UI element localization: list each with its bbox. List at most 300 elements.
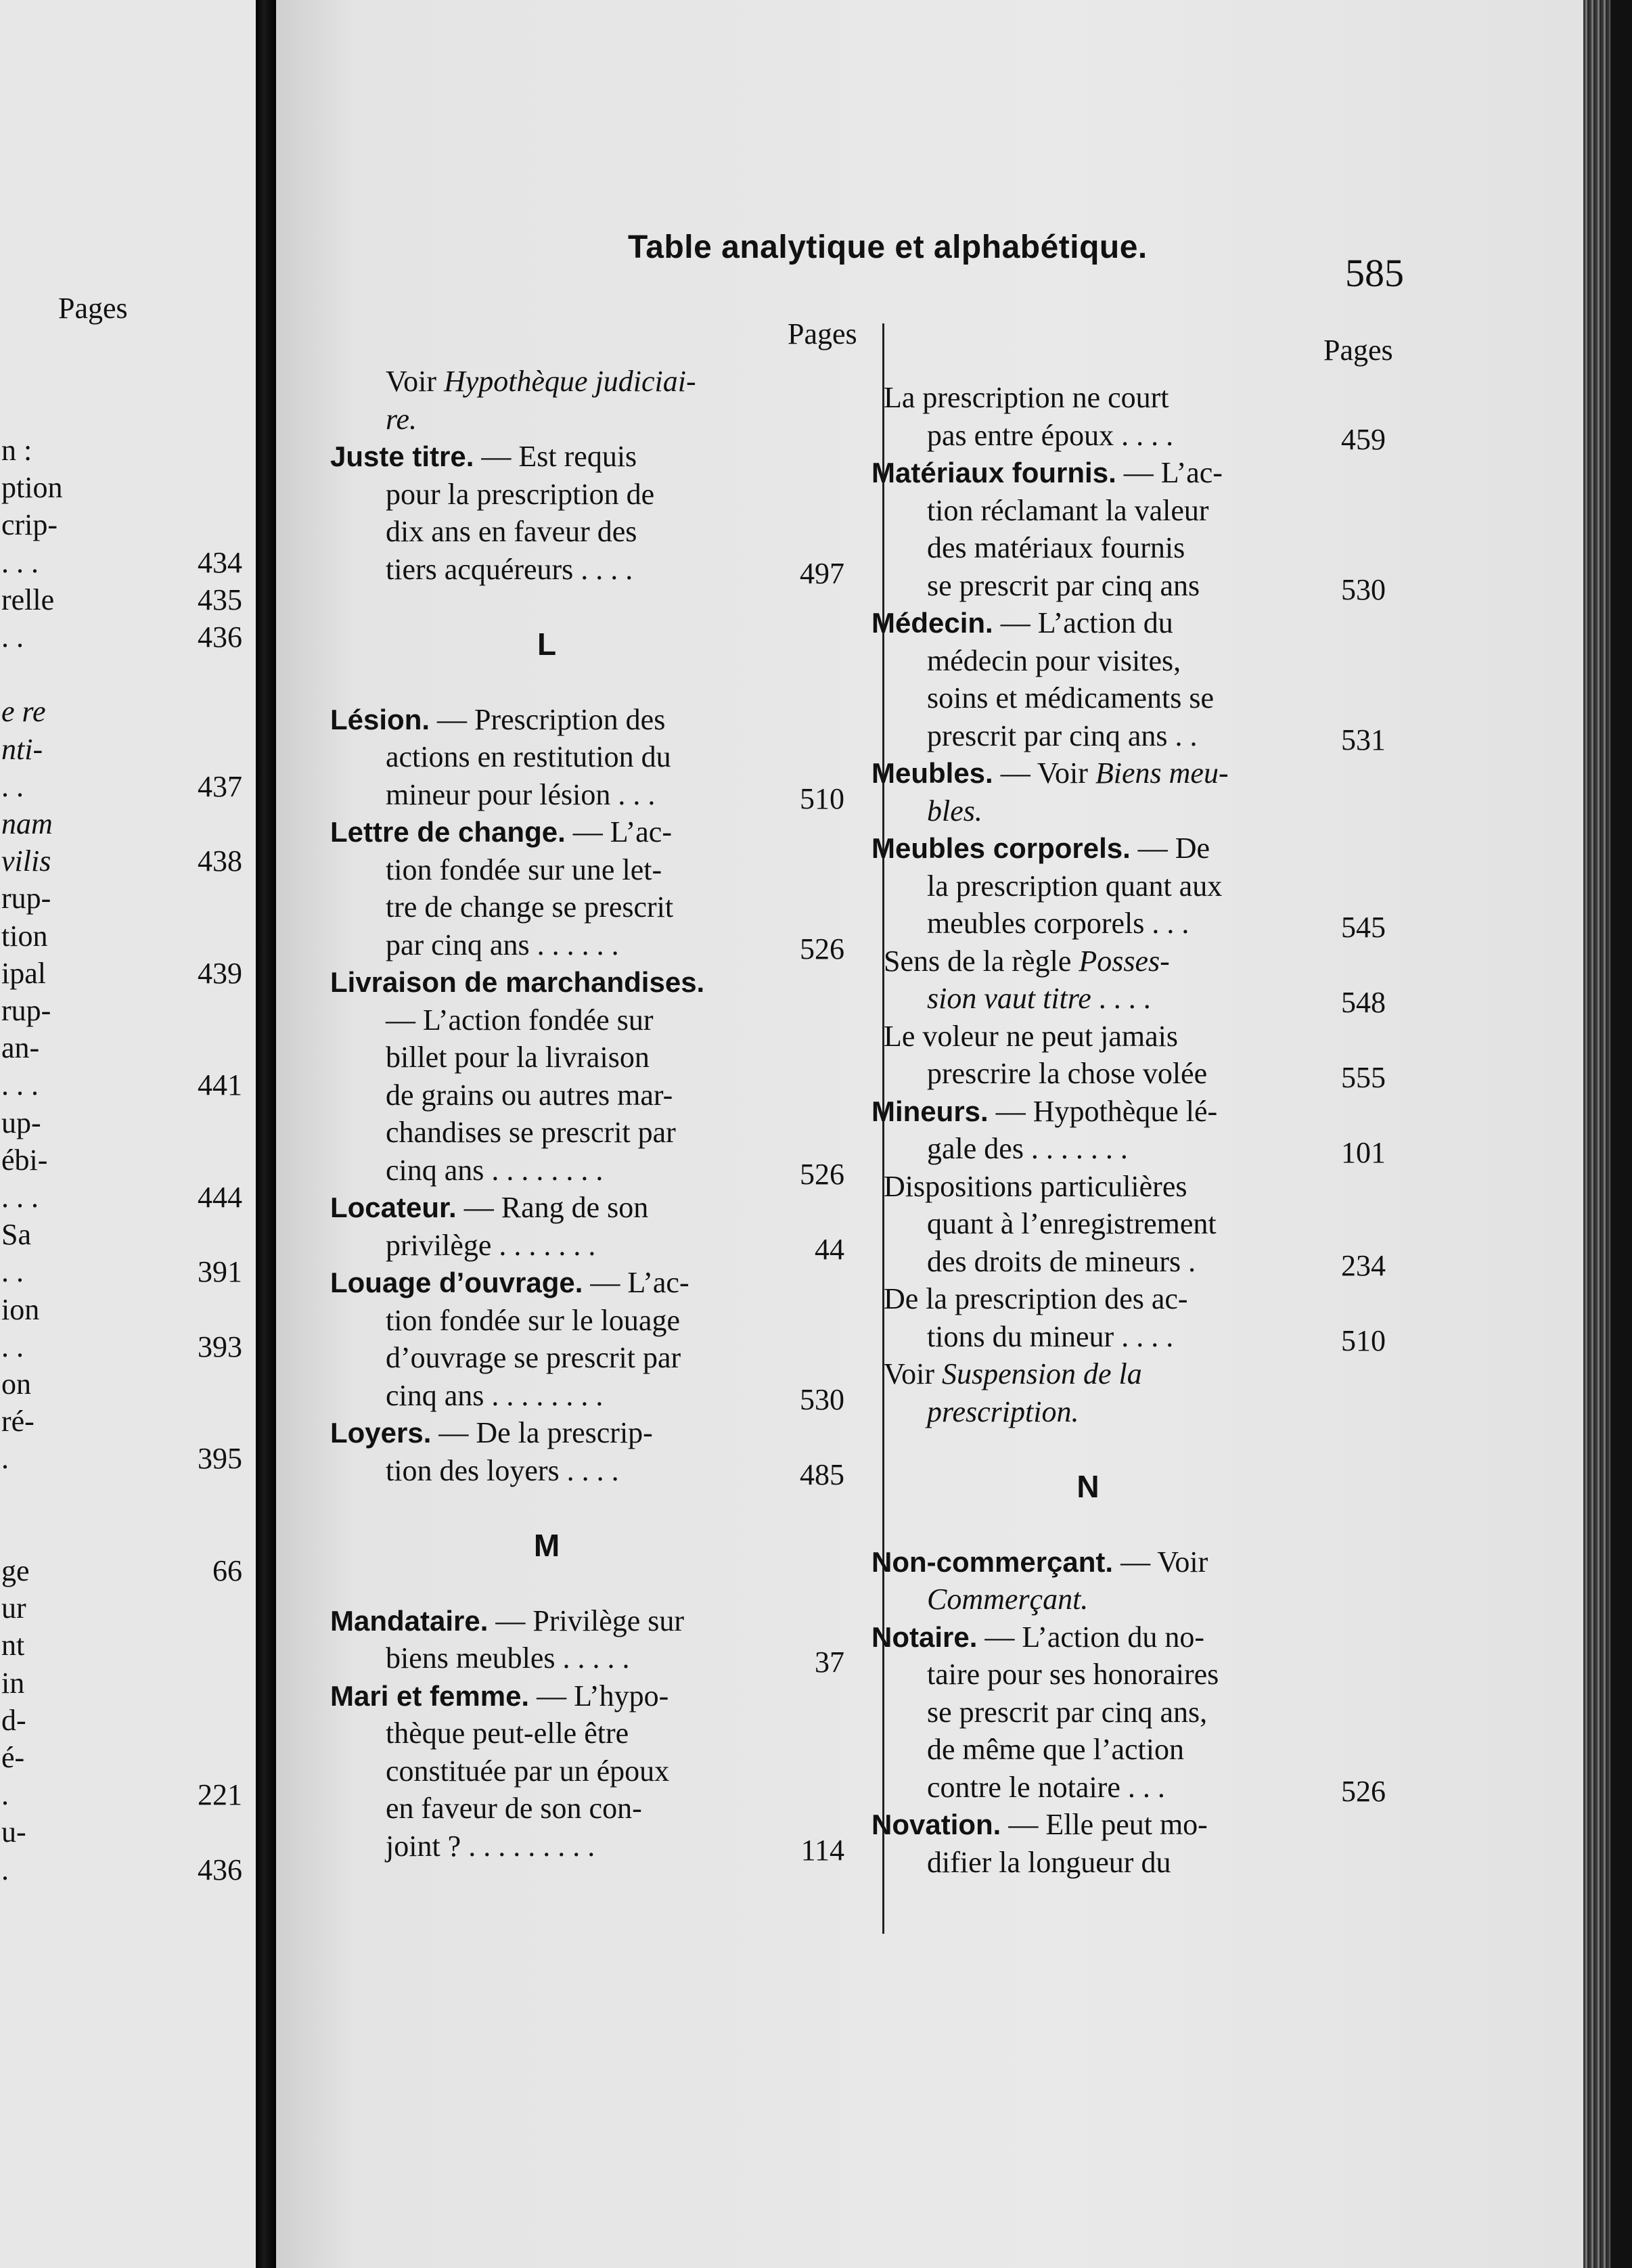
entry-line [871, 604, 1305, 642]
entry-text: Voir [386, 365, 444, 398]
entry-keyword: Médecin. [871, 607, 993, 639]
page-reference: 485 [800, 1457, 844, 1491]
index-entry [871, 830, 1386, 944]
entry-text: biens meubles . . . . . [386, 1641, 630, 1675]
entry-line [871, 454, 1305, 492]
entry-line [330, 1715, 763, 1752]
left-page-line [0, 1143, 244, 1178]
left-page-line [0, 1441, 244, 1476]
entry-reference: Commerçant. [927, 1583, 1089, 1616]
entry-line [871, 717, 1386, 756]
left-page-text: in [1, 1666, 25, 1700]
left-page-line [0, 732, 244, 767]
left-page-line [0, 470, 244, 505]
entry-line [330, 476, 763, 514]
entry-line [330, 1302, 763, 1340]
page-reference: 526 [800, 1157, 844, 1191]
entry-keyword: Matériaux fournis. [871, 457, 1116, 489]
left-page-text: vilis [1, 844, 51, 878]
entry-line [330, 1227, 844, 1266]
entry-text: — Hypothèque lé- [988, 1094, 1218, 1128]
left-page-text: . . [1, 1330, 24, 1363]
left-page-text: d- [1, 1703, 26, 1737]
left-page-text: e re [1, 695, 46, 729]
left-page-number: 395 [198, 1442, 242, 1476]
left-page-text: crip- [1, 508, 58, 542]
index-entry [330, 363, 763, 438]
left-page-number: 437 [198, 769, 242, 803]
left-page-text: . . . [1, 545, 39, 579]
entry-line [330, 738, 763, 776]
entry-text: tion réclamant la valeur [927, 493, 1209, 527]
left-page-line [0, 844, 244, 879]
entry-line [330, 551, 844, 590]
left-page-number: 434 [198, 545, 242, 579]
entry-text: tions du mineur . . . . [927, 1319, 1174, 1353]
entry-text: en faveur de son con- [386, 1792, 642, 1825]
index-entry [871, 1806, 1305, 1881]
entry-line [330, 1189, 763, 1227]
left-page-text: . [1, 1442, 9, 1476]
entry-text: prescrit par cinq ans . . [927, 719, 1198, 752]
section-letter: L [537, 626, 557, 662]
entry-reference: sion vaut titre [927, 982, 1091, 1015]
entry-line [330, 1264, 763, 1302]
page-reference: 510 [800, 781, 844, 815]
entry-line [330, 401, 763, 438]
left-page-text: nt [1, 1629, 25, 1662]
left-page-text: rup- [1, 994, 51, 1027]
left-facing-page [0, 0, 256, 2268]
left-page-line [0, 1853, 244, 1888]
left-page-text: an- [1, 1031, 40, 1065]
entry-line [330, 813, 763, 851]
entry-reference: re. [386, 402, 417, 436]
entry-text: des matériaux fournis [927, 531, 1185, 564]
entry-line [871, 1393, 1305, 1431]
entry-text: tion des loyers . . . . [386, 1453, 619, 1487]
page-reference: 526 [800, 932, 844, 966]
entry-line [871, 905, 1386, 944]
column2-pages-header: Pages [1323, 334, 1393, 367]
left-page-line [0, 993, 244, 1028]
entry-text: de même que l’action [927, 1733, 1184, 1766]
entry-line [330, 963, 763, 1001]
entry-text: — L’action du no- [977, 1620, 1205, 1654]
entry-line [330, 888, 763, 926]
left-page-line [0, 1516, 244, 1551]
index-entry [330, 438, 844, 590]
entry-text: la prescription quant aux [927, 869, 1223, 903]
entry-text: tion fondée sur une let- [386, 853, 662, 886]
index-entry [330, 813, 844, 966]
entry-text: difier la longueur du [927, 1845, 1171, 1879]
entry-keyword: Notaire. [871, 1620, 978, 1653]
entry-text: — Voir [993, 756, 1095, 790]
left-page-number: 436 [198, 620, 242, 654]
entry-text: des droits de mineurs . [927, 1244, 1196, 1278]
entry-line [871, 1205, 1305, 1243]
left-page-text: . . [1, 769, 24, 803]
entry-text: — L’action du [993, 606, 1173, 639]
entry-line [330, 1602, 763, 1640]
left-page-line [0, 1740, 244, 1775]
entry-text: Le voleur ne peut jamais [884, 1019, 1178, 1053]
entry-keyword: Meubles. [871, 757, 993, 789]
left-page-number: 435 [198, 583, 242, 616]
page-reference: 101 [1341, 1136, 1386, 1169]
entry-line [871, 1243, 1386, 1282]
left-page-line [0, 1479, 244, 1514]
entry-reference: Hypothèque judiciai- [443, 365, 696, 398]
entry-text: taire pour ses honoraires [927, 1658, 1219, 1691]
left-page-text: ipal [1, 956, 46, 990]
left-page-text: Sa [1, 1218, 31, 1252]
entry-text: La prescription ne court [884, 381, 1169, 414]
entry-text: — Rang de son [456, 1191, 649, 1224]
entry-text: — Privilège sur [488, 1604, 685, 1637]
index-entry [330, 1414, 844, 1491]
left-page-line [0, 807, 244, 842]
entry-reference: Posses- [1079, 944, 1170, 978]
left-page-line [0, 1180, 244, 1215]
entry-text: gale des . . . . . . . [927, 1132, 1128, 1165]
left-page-text: relle [1, 583, 55, 616]
entry-text: De la prescription des ac- [884, 1282, 1188, 1315]
entry-reference: Biens meu- [1095, 756, 1229, 790]
entry-line [330, 513, 763, 551]
entry-line [871, 1280, 1305, 1318]
page-reference: 530 [1341, 572, 1386, 606]
index-column-2 [871, 379, 1386, 1881]
entry-line [330, 776, 844, 815]
entry-line [871, 1355, 1305, 1393]
left-page-text: . [1, 1853, 9, 1886]
entry-keyword: Louage d’ouvrage. [330, 1267, 583, 1298]
entry-text: — L’ac- [583, 1266, 689, 1299]
entry-line [330, 1677, 763, 1715]
entry-text: mineur pour lésion . . . [386, 777, 656, 811]
entry-line [871, 792, 1305, 830]
index-entry [871, 1168, 1386, 1282]
entry-line [871, 1806, 1305, 1844]
index-entry [871, 1618, 1386, 1808]
left-page-number: 438 [198, 844, 242, 878]
entry-line [871, 1018, 1305, 1056]
entry-line [330, 1752, 763, 1790]
page-reference: 545 [1341, 911, 1386, 944]
left-page-text: é- [1, 1741, 25, 1774]
left-page-text: . . [1, 620, 24, 654]
left-page-line [0, 507, 244, 543]
left-page-number: 391 [198, 1255, 242, 1289]
entry-text: tre de change se prescrit [386, 890, 674, 924]
left-page-line [0, 657, 244, 692]
entry-line [330, 438, 763, 476]
entry-text: quant à l’enregistrement [927, 1207, 1217, 1240]
entry-text: de grains ou autres mar- [386, 1078, 673, 1112]
entry-line [330, 363, 763, 401]
page-reference: 114 [800, 1833, 844, 1867]
left-page-number: 439 [198, 956, 242, 990]
left-page-line [0, 1330, 244, 1365]
entry-keyword: Novation. [871, 1809, 1001, 1840]
page-reference: 497 [800, 556, 844, 590]
entry-text: — Prescription des [430, 702, 666, 736]
left-page-text: tion [1, 919, 48, 953]
left-page-line [0, 694, 244, 729]
index-entry [871, 1018, 1386, 1094]
entry-line [330, 851, 763, 889]
entry-line [871, 830, 1305, 867]
entry-line [871, 980, 1386, 1019]
entry-text: billet pour la livraison [386, 1041, 650, 1074]
left-page-line [0, 1404, 244, 1439]
left-page-line [0, 1254, 244, 1290]
index-entry [330, 1264, 844, 1416]
entry-line [871, 567, 1386, 606]
index-entry [871, 1093, 1386, 1169]
entry-line [871, 1543, 1305, 1581]
entry-line [330, 1452, 844, 1491]
page-reference: 530 [800, 1382, 844, 1416]
column1-pages-header: Pages [788, 317, 857, 350]
section-letter: N [1076, 1468, 1100, 1504]
entry-text: contre le notaire . . . [927, 1770, 1165, 1804]
entry-line [871, 1618, 1305, 1656]
index-column-1 [330, 363, 844, 1867]
left-page-line [0, 1666, 244, 1701]
entry-text: actions en restitution du [386, 740, 671, 773]
entry-text: constituée par un époux [386, 1754, 670, 1788]
left-page-number: 221 [198, 1778, 242, 1812]
left-page-line [0, 1068, 244, 1103]
page-reference: 44 [815, 1232, 844, 1266]
entry-text: cinq ans . . . . . . . . [386, 1378, 604, 1412]
left-page-line [0, 881, 244, 916]
left-page-line [0, 433, 244, 468]
entry-line [330, 1076, 763, 1114]
left-page-text: ébi- [1, 1143, 48, 1177]
entry-text: chandises se prescrit par [386, 1116, 676, 1149]
page-reference: 37 [815, 1646, 844, 1679]
entry-line [871, 679, 1305, 717]
left-page-line [0, 769, 244, 804]
entry-reference: prescription. [927, 1394, 1079, 1428]
left-page-pages-header: Pages [58, 292, 128, 325]
entry-text: pour la prescription de [386, 477, 655, 511]
entry-line [871, 417, 1386, 456]
entry-line [871, 1656, 1305, 1694]
page-reference: 526 [1341, 1774, 1386, 1808]
left-page-number: 444 [198, 1181, 242, 1214]
entry-line [330, 1152, 844, 1191]
index-entry [871, 454, 1386, 606]
entry-keyword: Mari et femme. [330, 1679, 530, 1712]
entry-text: joint ? . . . . . . . . . [386, 1829, 595, 1863]
page-reference: 555 [1341, 1061, 1386, 1094]
entry-line [871, 754, 1305, 792]
entry-text: dix ans en faveur des [386, 515, 637, 548]
left-page-number: 441 [198, 1068, 242, 1102]
entry-text: — De [1130, 832, 1210, 865]
page-reference: 234 [1341, 1248, 1386, 1282]
left-page-text: ption [1, 471, 63, 505]
entry-text: Voir [884, 1357, 942, 1390]
entry-line [871, 867, 1305, 905]
entry-text: — Voir [1113, 1545, 1208, 1579]
entry-line [330, 1001, 763, 1039]
entry-line [871, 529, 1305, 567]
entry-line [871, 1844, 1305, 1882]
page-reference: 510 [1341, 1323, 1386, 1357]
entry-line [871, 1318, 1386, 1357]
entry-line [871, 1130, 1386, 1169]
entry-line [330, 701, 763, 739]
index-entry [871, 1355, 1305, 1430]
entry-line [871, 642, 1305, 680]
left-page-text: u- [1, 1815, 26, 1849]
left-page-line [0, 583, 244, 618]
entry-line [871, 1581, 1305, 1618]
left-page-line [0, 1703, 244, 1738]
left-page-line [0, 956, 244, 991]
index-entry [330, 701, 844, 815]
left-page-line [0, 1367, 244, 1402]
page-number: 585 [1345, 251, 1404, 295]
entry-text: d’ouvrage se prescrit par [386, 1341, 681, 1374]
entry-reference: Suspension de la [941, 1357, 1142, 1390]
entry-keyword: Mandataire. [330, 1604, 489, 1637]
entry-keyword: Non-commerçant. [871, 1545, 1114, 1578]
entry-line [330, 1039, 763, 1076]
entry-text: se prescrit par cinq ans [927, 568, 1200, 602]
entry-text: par cinq ans . . . . . . [386, 928, 619, 961]
entry-text: thèque peut-elle être [386, 1717, 629, 1750]
entry-text: Dispositions particulières [884, 1169, 1187, 1203]
left-page-line [0, 1553, 244, 1589]
entry-text: médecin pour visites, [927, 643, 1181, 677]
entry-text: — Est requis [474, 440, 637, 473]
left-page-text: . . . [1, 1181, 39, 1214]
left-page-line [0, 1217, 244, 1252]
entry-text: se prescrit par cinq ans, [927, 1695, 1208, 1729]
entry-keyword: Juste titre. [330, 440, 474, 472]
entry-text: pas entre époux . . . . [927, 418, 1174, 452]
entry-line [871, 1731, 1305, 1769]
left-page-text: n : [1, 434, 32, 467]
left-page-text: ur [1, 1591, 26, 1625]
right-page [276, 0, 1589, 2268]
entry-text: tiers acquéreurs . . . . [386, 552, 633, 586]
left-page-text: . . [1, 1255, 24, 1289]
left-page-text: ré- [1, 1405, 35, 1438]
dark-border [1610, 0, 1632, 2268]
entry-text: soins et médicaments se [927, 681, 1215, 715]
entry-reference: bles. [927, 794, 982, 827]
index-entry [871, 943, 1386, 1019]
entry-keyword: Loyers. [330, 1417, 432, 1449]
left-page-line [0, 1815, 244, 1850]
entry-text: meubles corporels . . . [927, 907, 1189, 940]
left-page-line [0, 1292, 244, 1328]
index-entry [871, 604, 1386, 756]
index-entry [330, 1189, 844, 1266]
entry-text: privilège . . . . . . . [386, 1228, 596, 1262]
entry-text: — L’ac- [1116, 456, 1223, 489]
index-entry [871, 379, 1386, 456]
left-page-number: 436 [198, 1853, 242, 1886]
index-entry [330, 1602, 844, 1679]
entry-text: . . . . [1091, 982, 1151, 1015]
left-page-text: rup- [1, 882, 51, 915]
left-page-line [0, 1777, 244, 1813]
entry-text: — L’action fondée sur [386, 1003, 654, 1037]
entry-line [330, 1339, 763, 1377]
entry-text: — Elle peut mo- [1001, 1808, 1208, 1841]
entry-line [330, 1828, 844, 1867]
left-page-text: nti- [1, 732, 43, 766]
entry-line [871, 1055, 1386, 1094]
page-reference: 548 [1341, 986, 1386, 1019]
left-page-line [0, 1106, 244, 1141]
left-page-line [0, 919, 244, 954]
entry-line [330, 1377, 844, 1416]
entry-line [330, 926, 844, 966]
entry-text: cinq ans . . . . . . . . [386, 1153, 604, 1187]
left-page-number: 66 [212, 1554, 242, 1587]
entry-line [871, 379, 1305, 417]
left-page-text: on [1, 1367, 31, 1401]
entry-text: tion fondée sur le louage [386, 1303, 680, 1337]
entry-line [871, 943, 1305, 980]
entry-keyword: Livraison de marchandises. [330, 966, 705, 998]
entry-line [871, 492, 1305, 530]
index-entry [871, 754, 1305, 830]
section-letter: M [533, 1527, 560, 1563]
index-entry [330, 1677, 844, 1867]
index-entry [871, 1543, 1305, 1618]
index-entry [330, 963, 844, 1191]
book-gutter [256, 0, 276, 2268]
running-head: Table analytique et alphabétique. [628, 229, 1148, 265]
entry-keyword: Meubles corporels. [871, 832, 1131, 864]
left-page-line [0, 1030, 244, 1066]
left-page-text: ion [1, 1292, 40, 1326]
left-page-line [0, 1591, 244, 1626]
entry-text: prescrire la chose volée [927, 1057, 1208, 1090]
left-page-text: up- [1, 1106, 41, 1139]
entry-keyword: Locateur. [330, 1192, 457, 1223]
left-page-line [0, 620, 244, 655]
entry-text: Sens de la règle [884, 944, 1079, 978]
left-page-line [0, 545, 244, 581]
entry-keyword: Mineurs. [871, 1095, 989, 1127]
page-reference: 531 [1341, 723, 1386, 756]
entry-line [330, 1414, 763, 1452]
entry-line [330, 1790, 763, 1828]
left-page-text: ge [1, 1554, 30, 1587]
left-page-text: . . . [1, 1068, 39, 1102]
left-page-text: nam [1, 807, 53, 840]
entry-keyword: Lettre de change. [330, 816, 566, 848]
page-reference: 459 [1341, 422, 1386, 456]
left-page-line [0, 1628, 244, 1663]
entry-text: — L’ac- [565, 815, 672, 848]
entry-line [871, 1168, 1305, 1206]
entry-line [871, 1769, 1386, 1808]
entry-line [871, 1093, 1305, 1131]
